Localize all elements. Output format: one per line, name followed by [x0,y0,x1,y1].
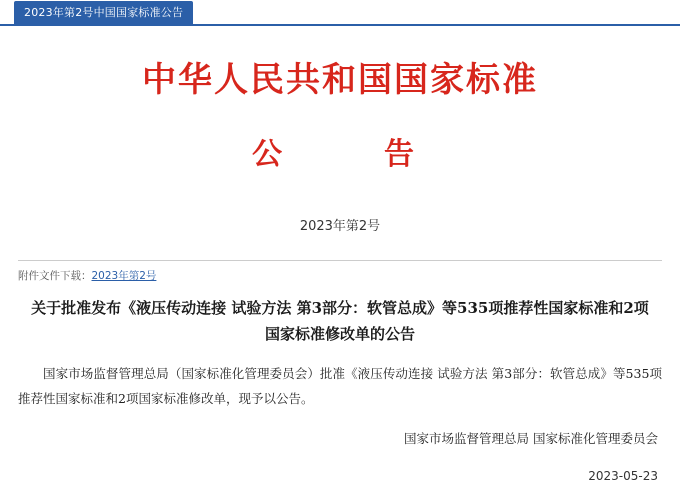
tab-bar [0,0,680,26]
issuing-authority: 国家市场监督管理总局 国家标准化管理委员会 [404,431,658,446]
publish-date: 2023-05-23 [588,469,658,483]
attachment-row [18,268,662,283]
announcement-title: 关于批准发布《液压传动连接 试验方法 第3部分：软管总成》等535项推荐性国家标准和2项国家标准修改单的公告 [31,299,649,343]
tab-current-announcement[interactable]: 2023年第2号中国国家标准公告 [14,1,193,24]
announcement-body: 国家市场监督管理总局（国家标准化管理委员会）批准《液压传动连接 试验方法 第3部分：软管总成》等535项推荐性国家标准和2项国家标准修改单，现予以公告。 [18,366,662,406]
page-title: 中华人民共和国国家标准 [142,60,538,100]
page-subtitle: 公 告 [252,137,428,172]
issue-number: 2023年第2号 [299,219,381,234]
attachment-label: 附件文件下载： [18,270,92,282]
attachment-download-link[interactable]: 2023年第2号 [91,270,157,282]
document-page [0,52,680,483]
divider [18,260,662,261]
